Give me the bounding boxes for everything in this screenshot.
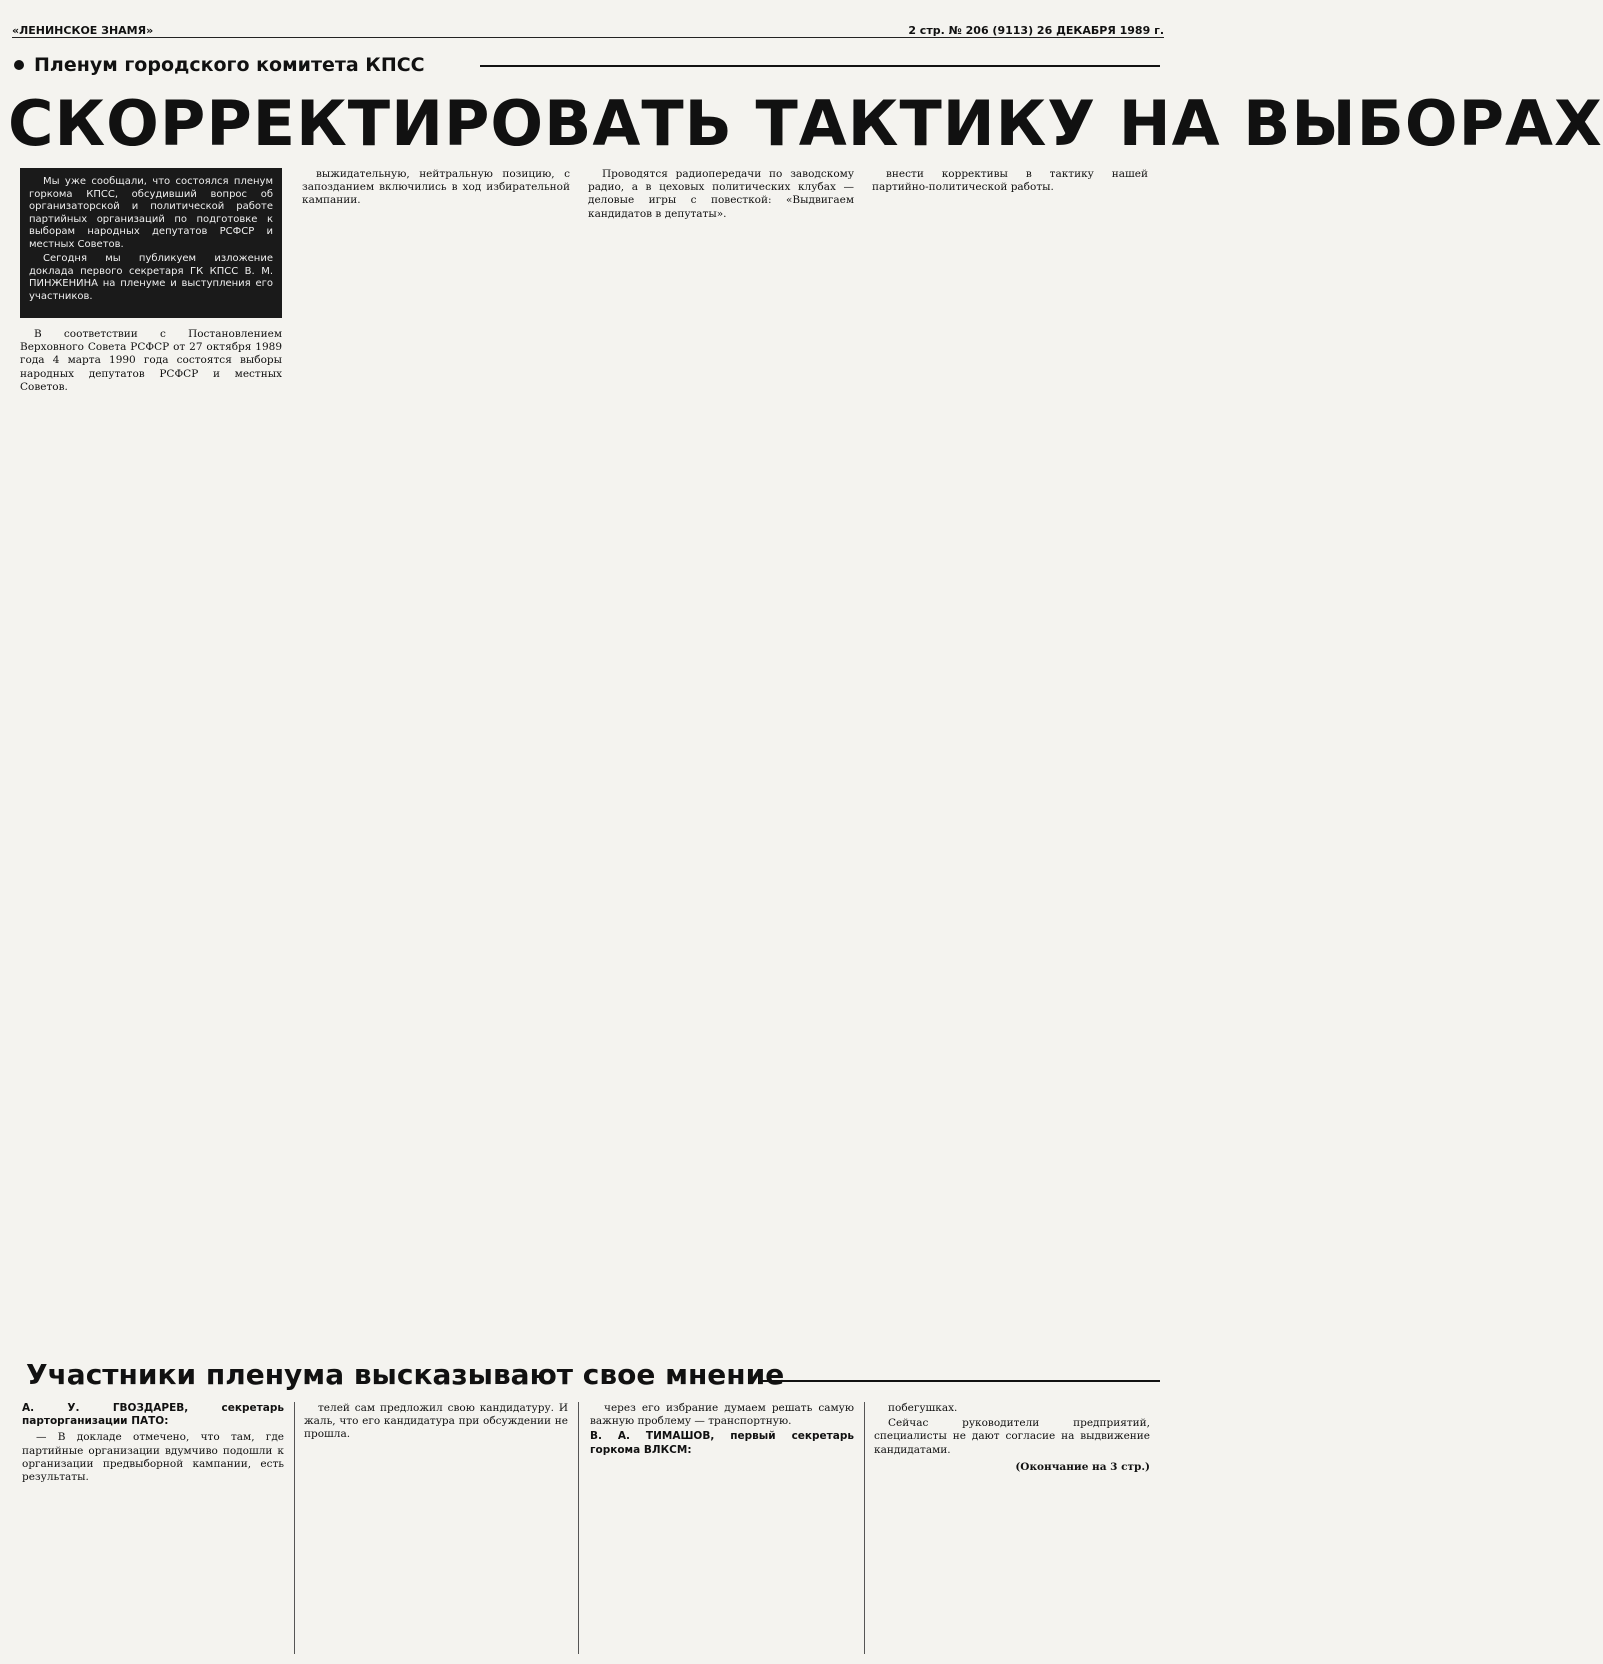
rubric-rule <box>480 65 1160 67</box>
opinion-column-3 <box>590 1402 854 1654</box>
masthead <box>12 22 1164 38</box>
section-rule <box>760 1380 1160 1382</box>
opinion-paragraph: через его избрание думаем решать самую важную проблему — транспортную. <box>590 1402 854 1428</box>
headline: СКОРРЕКТИРОВАТЬ ТАКТИКУ НА ВЫБОРАХ <box>8 87 1603 160</box>
column-divider <box>294 1402 295 1654</box>
opinion-paragraph: — В докладе отмечено, что там, где партийные организации вдумчиво подошли к организации предвыборной кампании, есть результаты. <box>22 1431 284 1484</box>
opinion-column-1 <box>22 1402 284 1654</box>
article-paragraph: Проводятся радиопередачи по заводскому радио, а в цеховых политических клубах — деловые игры с повесткой: «Выдвигаем кандидатов в депутаты». <box>588 168 854 220</box>
lead-box <box>20 168 282 318</box>
article-column-3 <box>588 168 854 1344</box>
section-title: Участники пленума высказывают свое мнение <box>26 1358 785 1391</box>
lead-paragraph: Сегодня мы публикуем изложение доклада первого секретаря ГК КПСС В. М. ПИНЖЕНИНА на пленуме и выступления его участников. <box>29 253 273 302</box>
issue-info: 2 стр. № 206 (9113) 26 ДЕКАБРЯ 1989 г. <box>908 24 1164 37</box>
rubric <box>14 52 425 78</box>
paper-name: «ЛЕНИНСКОЕ ЗНАМЯ» <box>12 24 154 37</box>
opinion-column-2 <box>304 1402 568 1654</box>
column-divider <box>578 1402 579 1654</box>
lead-paragraph: Мы уже сообщали, что состоялся пленум горкома КПСС, обсудивший вопрос об организаторской и политической работе партийных организаций по подготовке к выборам народных депутатов РСФСР и местных Советов. <box>29 176 273 250</box>
bullet-icon <box>14 60 24 70</box>
byline: В. А. ТИМАШОВ, первый секретарь горкома ВЛКСМ: <box>590 1430 854 1456</box>
article-paragraph: внести коррективы в тактику нашей партийно-политической работы. <box>872 168 1148 194</box>
article-paragraph: выжидательную, нейтральную позицию, с запозданием включились в ход избирательной кампании. <box>302 168 570 207</box>
opinion-paragraph: побегушках. <box>888 1402 958 1414</box>
opinion-column-4 <box>874 1402 1150 1654</box>
article-column-2 <box>302 168 570 1344</box>
opinion-paragraph: телей сам предложил свою кандидатуру. И жаль, что его кандидатура при обсуждении не прошла. <box>304 1402 568 1441</box>
byline: А. У. ГВОЗДАРЕВ, секретарь парторганизации ПАТО: <box>22 1402 284 1428</box>
column-divider <box>864 1402 865 1654</box>
rubric-text: Пленум городского комитета КПСС <box>34 54 425 76</box>
continuation-note: (Окончание на 3 стр.) <box>1015 1460 1150 1473</box>
opinion-paragraph: Сейчас руководители предприятий, специалисты не дают согласие на выдвижение кандидатами. <box>874 1417 1150 1456</box>
article-paragraph: В соответствии с Постановлением Верховного Совета РСФСР от 27 октября 1989 года 4 марта 1990 года состоятся выборы народных депутатов РСФСР и местных Советов. <box>20 328 282 393</box>
article-column-4 <box>872 168 1148 1344</box>
article-column-1 <box>20 168 282 1344</box>
